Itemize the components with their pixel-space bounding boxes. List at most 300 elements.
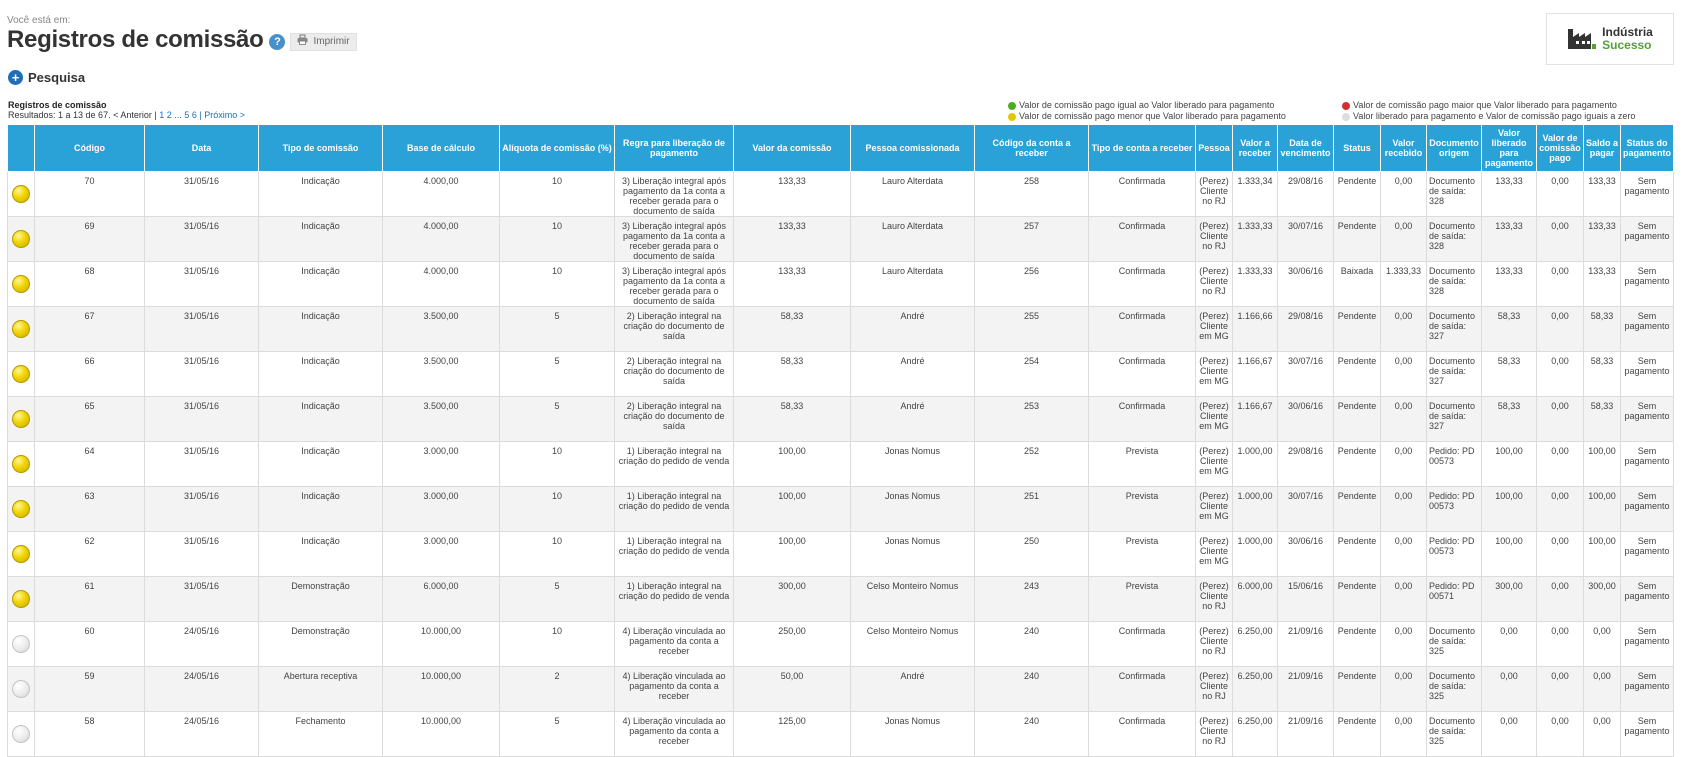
column-header[interactable]: Base de cálculo [383, 125, 500, 172]
cell-valor-liberado: 0,00 [1482, 622, 1537, 667]
cell-status-pagamento: Sem pagamento [1621, 712, 1674, 757]
cell-saldo-pagar: 100,00 [1584, 442, 1621, 487]
cell-regra-liberacao: 2) Liberação integral na criação do documento de saída [615, 397, 734, 442]
column-header[interactable]: Valor da comissão [734, 125, 851, 172]
cell-valor-liberado: 100,00 [1482, 487, 1537, 532]
cell-regra-liberacao: 3) Liberação integral após pagamento da 1a conta a receber gerada para o documento de saída [615, 262, 734, 307]
cell-status-pagamento: Sem pagamento [1621, 172, 1674, 217]
cell-base-calculo: 10.000,00 [383, 622, 500, 667]
cell-base-calculo: 4.000,00 [383, 217, 500, 262]
cell-pessoa-comissionada: Jonas Nomus [851, 712, 975, 757]
column-header[interactable]: Pessoa comissionada [851, 125, 975, 172]
legend-label: Valor liberado para pagamento e Valor de comissão pago iguais a zero [1353, 111, 1636, 121]
cell-status-pagamento: Sem pagamento [1621, 217, 1674, 262]
logo-text [1602, 26, 1653, 52]
cell-codigo: 66 [35, 352, 145, 397]
cell-indicator [8, 262, 35, 307]
column-header[interactable]: Código da conta a receber [975, 125, 1089, 172]
cell-pessoa: (Perez) Cliente em MG [1196, 352, 1233, 397]
cell-codigo-conta: 240 [975, 712, 1089, 757]
cell-aliquota: 5 [500, 397, 615, 442]
table-row[interactable] [8, 217, 1674, 262]
table-row[interactable] [8, 397, 1674, 442]
page-link-1[interactable]: 1 [159, 110, 165, 120]
cell-valor-comissao: 58,33 [734, 307, 851, 352]
cell-valor-pago: 0,00 [1537, 667, 1584, 712]
cell-pessoa: (Perez) Cliente no RJ [1196, 622, 1233, 667]
table-row[interactable] [8, 307, 1674, 352]
next-page-link[interactable]: | Próximo > [199, 110, 245, 120]
search-label: Pesquisa [28, 70, 86, 85]
cell-valor-receber: 1.166,66 [1233, 307, 1278, 352]
cell-valor-comissao: 50,00 [734, 667, 851, 712]
column-header[interactable]: Alíquota de comissão (%) [500, 125, 615, 172]
cell-pessoa: (Perez) Cliente em MG [1196, 397, 1233, 442]
cell-valor-comissao: 133,33 [734, 172, 851, 217]
cell-indicator [8, 352, 35, 397]
cell-tipo-conta: Prevista [1089, 532, 1196, 577]
cell-codigo: 60 [35, 622, 145, 667]
cell-documento-origem: Pedido: PD 00573 [1427, 487, 1482, 532]
yellow-status-light-icon [12, 275, 30, 293]
cell-pessoa-comissionada: Jonas Nomus [851, 487, 975, 532]
cell-valor-receber: 1.333,34 [1233, 172, 1278, 217]
cell-valor-recebido: 1.333,33 [1381, 262, 1427, 307]
section-title: Registros de comissão [8, 100, 107, 110]
column-header[interactable]: Valor de comissão pago [1537, 125, 1584, 172]
cell-tipo-comissao: Indicação [259, 487, 383, 532]
column-header[interactable]: Valor liberado para pagamento [1482, 125, 1537, 172]
cell-regra-liberacao: 4) Liberação vinculada ao pagamento da conta a receber [615, 667, 734, 712]
cell-pessoa: (Perez) Cliente no RJ [1196, 262, 1233, 307]
cell-valor-comissao: 250,00 [734, 622, 851, 667]
results-text: Resultados: 1 a 13 de 67. < Anterior | [8, 110, 157, 120]
cell-valor-comissao: 100,00 [734, 442, 851, 487]
cell-aliquota: 10 [500, 217, 615, 262]
cell-status-pagamento: Sem pagamento [1621, 577, 1674, 622]
cell-saldo-pagar: 133,33 [1584, 262, 1621, 307]
cell-codigo: 67 [35, 307, 145, 352]
cell-codigo-conta: 243 [975, 577, 1089, 622]
cell-valor-pago: 0,00 [1537, 397, 1584, 442]
cell-codigo-conta: 252 [975, 442, 1089, 487]
cell-valor-recebido: 0,00 [1381, 352, 1427, 397]
gray-status-light-icon [12, 725, 30, 743]
column-header[interactable]: Código [35, 125, 145, 172]
pagination [8, 110, 245, 120]
cell-documento-origem: Documento de saída: 325 [1427, 712, 1482, 757]
table-row[interactable] [8, 487, 1674, 532]
gray-dot-icon [1342, 113, 1350, 121]
cell-valor-recebido: 0,00 [1381, 667, 1427, 712]
table-row[interactable] [8, 532, 1674, 577]
cell-tipo-comissao: Fechamento [259, 712, 383, 757]
page-title: Registros de comissão [7, 26, 264, 53]
cell-saldo-pagar: 58,33 [1584, 397, 1621, 442]
cell-saldo-pagar: 0,00 [1584, 622, 1621, 667]
cell-status-pagamento: Sem pagamento [1621, 262, 1674, 307]
cell-valor-pago: 0,00 [1537, 577, 1584, 622]
table-row[interactable] [8, 622, 1674, 667]
cell-indicator [8, 667, 35, 712]
cell-valor-receber: 6.000,00 [1233, 577, 1278, 622]
cell-indicator [8, 172, 35, 217]
cell-documento-origem: Documento de saída: 325 [1427, 622, 1482, 667]
table-row[interactable] [8, 667, 1674, 712]
commission-table-wrapper [7, 124, 1673, 757]
cell-codigo-conta: 256 [975, 262, 1089, 307]
cell-codigo-conta: 254 [975, 352, 1089, 397]
legend-label: Valor de comissão pago igual ao Valor liberado para pagamento [1019, 100, 1275, 110]
cell-codigo-conta: 257 [975, 217, 1089, 262]
cell-tipo-conta: Confirmada [1089, 172, 1196, 217]
yellow-status-light-icon [12, 365, 30, 383]
table-row[interactable] [8, 577, 1674, 622]
column-header[interactable]: Documento origem [1427, 125, 1482, 172]
cell-valor-receber: 1.333,33 [1233, 217, 1278, 262]
cell-saldo-pagar: 58,33 [1584, 307, 1621, 352]
table-row[interactable] [8, 712, 1674, 757]
cell-tipo-conta: Confirmada [1089, 622, 1196, 667]
column-header-indicator [8, 125, 35, 172]
cell-valor-receber: 1.333,33 [1233, 262, 1278, 307]
cell-codigo: 70 [35, 172, 145, 217]
cell-indicator [8, 397, 35, 442]
page-ellipsis[interactable]: ... [174, 110, 182, 120]
cell-status-pagamento: Sem pagamento [1621, 352, 1674, 397]
column-header[interactable]: Valor a receber [1233, 125, 1278, 172]
cell-tipo-comissao: Indicação [259, 532, 383, 577]
cell-valor-recebido: 0,00 [1381, 622, 1427, 667]
yellow-status-light-icon [12, 590, 30, 608]
cell-pessoa-comissionada: André [851, 397, 975, 442]
breadcrumb-label: Você está em: [7, 15, 71, 26]
cell-tipo-conta: Prevista [1089, 487, 1196, 532]
cell-valor-pago: 0,00 [1537, 262, 1584, 307]
cell-pessoa-comissionada: Lauro Alterdata [851, 262, 975, 307]
cell-regra-liberacao: 3) Liberação integral após pagamento da 1a conta a receber gerada para o documento de saída [615, 217, 734, 262]
cell-saldo-pagar: 58,33 [1584, 352, 1621, 397]
column-header[interactable]: Status [1334, 125, 1381, 172]
cell-saldo-pagar: 300,00 [1584, 577, 1621, 622]
cell-regra-liberacao: 1) Liberação integral na criação do pedido de venda [615, 532, 734, 577]
cell-codigo-conta: 251 [975, 487, 1089, 532]
cell-saldo-pagar: 0,00 [1584, 667, 1621, 712]
cell-valor-recebido: 0,00 [1381, 577, 1427, 622]
cell-status: Pendente [1334, 487, 1381, 532]
cell-valor-recebido: 0,00 [1381, 397, 1427, 442]
cell-aliquota: 10 [500, 622, 615, 667]
cell-base-calculo: 4.000,00 [383, 172, 500, 217]
cell-data: 31/05/16 [145, 577, 259, 622]
cell-data-vencimento: 30/06/16 [1278, 397, 1334, 442]
cell-codigo-conta: 258 [975, 172, 1089, 217]
cell-tipo-comissao: Abertura receptiva [259, 667, 383, 712]
cell-valor-comissao: 300,00 [734, 577, 851, 622]
cell-valor-pago: 0,00 [1537, 487, 1584, 532]
cell-regra-liberacao: 1) Liberação integral na criação do pedido de venda [615, 487, 734, 532]
cell-data-vencimento: 29/08/16 [1278, 442, 1334, 487]
cell-codigo: 58 [35, 712, 145, 757]
legend-item-yellow [1008, 111, 1286, 122]
cell-pessoa-comissionada: Celso Monteiro Nomus [851, 577, 975, 622]
cell-tipo-conta: Confirmada [1089, 307, 1196, 352]
page-link-2[interactable]: 2 [166, 110, 172, 120]
cell-status: Pendente [1334, 532, 1381, 577]
legend-left [1008, 100, 1286, 122]
cell-status: Pendente [1334, 712, 1381, 757]
cell-tipo-comissao: Indicação [259, 262, 383, 307]
cell-valor-pago: 0,00 [1537, 622, 1584, 667]
cell-status: Pendente [1334, 442, 1381, 487]
cell-aliquota: 10 [500, 487, 615, 532]
cell-valor-liberado: 58,33 [1482, 397, 1537, 442]
cell-codigo-conta: 250 [975, 532, 1089, 577]
cell-status: Pendente [1334, 352, 1381, 397]
column-header[interactable]: Status do pagamento [1621, 125, 1674, 172]
cell-valor-receber: 1.000,00 [1233, 442, 1278, 487]
commission-table [7, 124, 1674, 757]
cell-pessoa: (Perez) Cliente no RJ [1196, 217, 1233, 262]
yellow-dot-icon [1008, 113, 1016, 121]
cell-pessoa-comissionada: Celso Monteiro Nomus [851, 622, 975, 667]
cell-valor-receber: 6.250,00 [1233, 712, 1278, 757]
print-button[interactable] [290, 33, 356, 51]
cell-data-vencimento: 30/06/16 [1278, 532, 1334, 577]
cell-regra-liberacao: 1) Liberação integral na criação do pedido de venda [615, 442, 734, 487]
cell-valor-recebido: 0,00 [1381, 217, 1427, 262]
cell-status: Baixada [1334, 262, 1381, 307]
cell-status: Pendente [1334, 172, 1381, 217]
cell-saldo-pagar: 133,33 [1584, 172, 1621, 217]
legend-label: Valor de comissão pago maior que Valor liberado para pagamento [1353, 100, 1617, 110]
table-row[interactable] [8, 262, 1674, 307]
cell-valor-receber: 1.166,67 [1233, 352, 1278, 397]
column-header[interactable]: Pessoa [1196, 125, 1233, 172]
cell-codigo-conta: 255 [975, 307, 1089, 352]
cell-tipo-conta: Confirmada [1089, 217, 1196, 262]
column-header[interactable]: Data de vencimento [1278, 125, 1334, 172]
cell-pessoa-comissionada: André [851, 307, 975, 352]
cell-saldo-pagar: 100,00 [1584, 487, 1621, 532]
cell-documento-origem: Documento de saída: 325 [1427, 667, 1482, 712]
cell-data-vencimento: 29/08/16 [1278, 172, 1334, 217]
cell-tipo-comissao: Indicação [259, 217, 383, 262]
cell-regra-liberacao: 2) Liberação integral na criação do documento de saída [615, 352, 734, 397]
cell-valor-pago: 0,00 [1537, 217, 1584, 262]
cell-data-vencimento: 15/06/16 [1278, 577, 1334, 622]
logo-line2: Sucesso [1602, 38, 1652, 52]
cell-base-calculo: 3.500,00 [383, 397, 500, 442]
cell-valor-recebido: 0,00 [1381, 172, 1427, 217]
cell-tipo-comissao: Indicação [259, 397, 383, 442]
cell-tipo-conta: Confirmada [1089, 262, 1196, 307]
cell-pessoa: (Perez) Cliente em MG [1196, 442, 1233, 487]
cell-aliquota: 5 [500, 577, 615, 622]
cell-aliquota: 5 [500, 307, 615, 352]
cell-valor-liberado: 58,33 [1482, 352, 1537, 397]
cell-documento-origem: Documento de saída: 328 [1427, 217, 1482, 262]
cell-tipo-conta: Prevista [1089, 442, 1196, 487]
cell-data-vencimento: 29/08/16 [1278, 307, 1334, 352]
cell-codigo: 62 [35, 532, 145, 577]
cell-status: Pendente [1334, 397, 1381, 442]
cell-valor-liberado: 100,00 [1482, 442, 1537, 487]
cell-valor-comissao: 133,33 [734, 217, 851, 262]
cell-pessoa: (Perez) Cliente em MG [1196, 487, 1233, 532]
plus-icon: + [8, 70, 23, 85]
yellow-status-light-icon [12, 320, 30, 338]
column-header[interactable]: Valor recebido [1381, 125, 1427, 172]
cell-valor-pago: 0,00 [1537, 172, 1584, 217]
cell-tipo-conta: Confirmada [1089, 712, 1196, 757]
cell-pessoa-comissionada: André [851, 352, 975, 397]
cell-base-calculo: 3.500,00 [383, 307, 500, 352]
cell-valor-receber: 1.000,00 [1233, 487, 1278, 532]
cell-status-pagamento: Sem pagamento [1621, 532, 1674, 577]
cell-pessoa: (Perez) Cliente no RJ [1196, 172, 1233, 217]
cell-pessoa-comissionada: Lauro Alterdata [851, 217, 975, 262]
cell-codigo: 65 [35, 397, 145, 442]
cell-documento-origem: Pedido: PD 00573 [1427, 532, 1482, 577]
column-header[interactable]: Regra para liberação de pagamento [615, 125, 734, 172]
cell-valor-pago: 0,00 [1537, 532, 1584, 577]
column-header[interactable]: Tipo de comissão [259, 125, 383, 172]
cell-valor-recebido: 0,00 [1381, 712, 1427, 757]
legend-right [1342, 100, 1635, 122]
cell-data: 31/05/16 [145, 442, 259, 487]
cell-status-pagamento: Sem pagamento [1621, 442, 1674, 487]
cell-documento-origem: Pedido: PD 00571 [1427, 577, 1482, 622]
yellow-status-light-icon [12, 410, 30, 428]
cell-status: Pendente [1334, 217, 1381, 262]
cell-regra-liberacao: 4) Liberação vinculada ao pagamento da conta a receber [615, 622, 734, 667]
cell-base-calculo: 3.000,00 [383, 442, 500, 487]
cell-valor-comissao: 58,33 [734, 352, 851, 397]
yellow-status-light-icon [12, 230, 30, 248]
cell-base-calculo: 3.000,00 [383, 532, 500, 577]
cell-aliquota: 2 [500, 667, 615, 712]
cell-indicator [8, 532, 35, 577]
green-dot-icon [1008, 102, 1016, 110]
page-link-5[interactable]: 5 [184, 110, 190, 120]
cell-codigo-conta: 240 [975, 622, 1089, 667]
yellow-status-light-icon [12, 545, 30, 563]
cell-tipo-comissao: Demonstração [259, 577, 383, 622]
cell-saldo-pagar: 100,00 [1584, 532, 1621, 577]
cell-data: 24/05/16 [145, 622, 259, 667]
cell-base-calculo: 4.000,00 [383, 262, 500, 307]
cell-valor-pago: 0,00 [1537, 442, 1584, 487]
cell-tipo-conta: Prevista [1089, 577, 1196, 622]
cell-status: Pendente [1334, 622, 1381, 667]
cell-codigo: 64 [35, 442, 145, 487]
cell-status-pagamento: Sem pagamento [1621, 667, 1674, 712]
cell-codigo-conta: 253 [975, 397, 1089, 442]
cell-data: 31/05/16 [145, 532, 259, 577]
cell-tipo-comissao: Demonstração [259, 622, 383, 667]
cell-regra-liberacao: 3) Liberação integral após pagamento da 1a conta a receber gerada para o documento de saída [615, 172, 734, 217]
cell-valor-comissao: 100,00 [734, 487, 851, 532]
yellow-status-light-icon [12, 185, 30, 203]
cell-status-pagamento: Sem pagamento [1621, 307, 1674, 352]
cell-data-vencimento: 30/07/16 [1278, 217, 1334, 262]
column-header[interactable]: Data [145, 125, 259, 172]
cell-valor-liberado: 100,00 [1482, 532, 1537, 577]
cell-data: 31/05/16 [145, 352, 259, 397]
table-row[interactable] [8, 172, 1674, 217]
cell-tipo-comissao: Indicação [259, 352, 383, 397]
cell-documento-origem: Documento de saída: 328 [1427, 262, 1482, 307]
cell-indicator [8, 442, 35, 487]
cell-data-vencimento: 30/06/16 [1278, 262, 1334, 307]
cell-tipo-comissao: Indicação [259, 307, 383, 352]
cell-data-vencimento: 21/09/16 [1278, 712, 1334, 757]
cell-aliquota: 10 [500, 442, 615, 487]
cell-valor-receber: 1.000,00 [1233, 532, 1278, 577]
table-body [8, 172, 1674, 757]
legend-item-red [1342, 100, 1635, 111]
red-dot-icon [1342, 102, 1350, 110]
cell-indicator [8, 712, 35, 757]
cell-base-calculo: 6.000,00 [383, 577, 500, 622]
cell-status: Pendente [1334, 667, 1381, 712]
printer-icon [297, 35, 308, 48]
gray-status-light-icon [12, 635, 30, 653]
cell-data: 31/05/16 [145, 487, 259, 532]
page-link-6[interactable]: 6 [191, 110, 197, 120]
cell-regra-liberacao: 1) Liberação integral na criação do pedido de venda [615, 577, 734, 622]
table-row[interactable] [8, 352, 1674, 397]
cell-data: 31/05/16 [145, 397, 259, 442]
cell-codigo: 59 [35, 667, 145, 712]
table-row[interactable] [8, 442, 1674, 487]
cell-regra-liberacao: 2) Liberação integral na criação do documento de saída [615, 307, 734, 352]
cell-valor-liberado: 300,00 [1482, 577, 1537, 622]
cell-pessoa: (Perez) Cliente no RJ [1196, 577, 1233, 622]
cell-indicator [8, 577, 35, 622]
cell-valor-liberado: 133,33 [1482, 262, 1537, 307]
cell-valor-liberado: 133,33 [1482, 172, 1537, 217]
column-header[interactable]: Saldo a pagar [1584, 125, 1621, 172]
cell-pessoa: (Perez) Cliente em MG [1196, 307, 1233, 352]
cell-aliquota: 10 [500, 532, 615, 577]
cell-documento-origem: Documento de saída: 327 [1427, 397, 1482, 442]
cell-pessoa: (Perez) Cliente no RJ [1196, 667, 1233, 712]
cell-pessoa-comissionada: Jonas Nomus [851, 442, 975, 487]
cell-data-vencimento: 30/07/16 [1278, 487, 1334, 532]
cell-indicator [8, 622, 35, 667]
column-header[interactable]: Tipo de conta a receber [1089, 125, 1196, 172]
help-icon[interactable]: ? [269, 34, 285, 50]
cell-data: 31/05/16 [145, 307, 259, 352]
cell-base-calculo: 10.000,00 [383, 667, 500, 712]
cell-valor-pago: 0,00 [1537, 352, 1584, 397]
cell-data: 31/05/16 [145, 262, 259, 307]
search-toggle[interactable] [8, 70, 85, 85]
yellow-status-light-icon [12, 455, 30, 473]
cell-aliquota: 10 [500, 262, 615, 307]
cell-base-calculo: 10.000,00 [383, 712, 500, 757]
cell-tipo-conta: Confirmada [1089, 667, 1196, 712]
cell-valor-comissao: 100,00 [734, 532, 851, 577]
cell-saldo-pagar: 133,33 [1584, 217, 1621, 262]
cell-valor-liberado: 58,33 [1482, 307, 1537, 352]
cell-saldo-pagar: 0,00 [1584, 712, 1621, 757]
cell-valor-receber: 6.250,00 [1233, 667, 1278, 712]
cell-codigo: 63 [35, 487, 145, 532]
cell-data: 24/05/16 [145, 712, 259, 757]
